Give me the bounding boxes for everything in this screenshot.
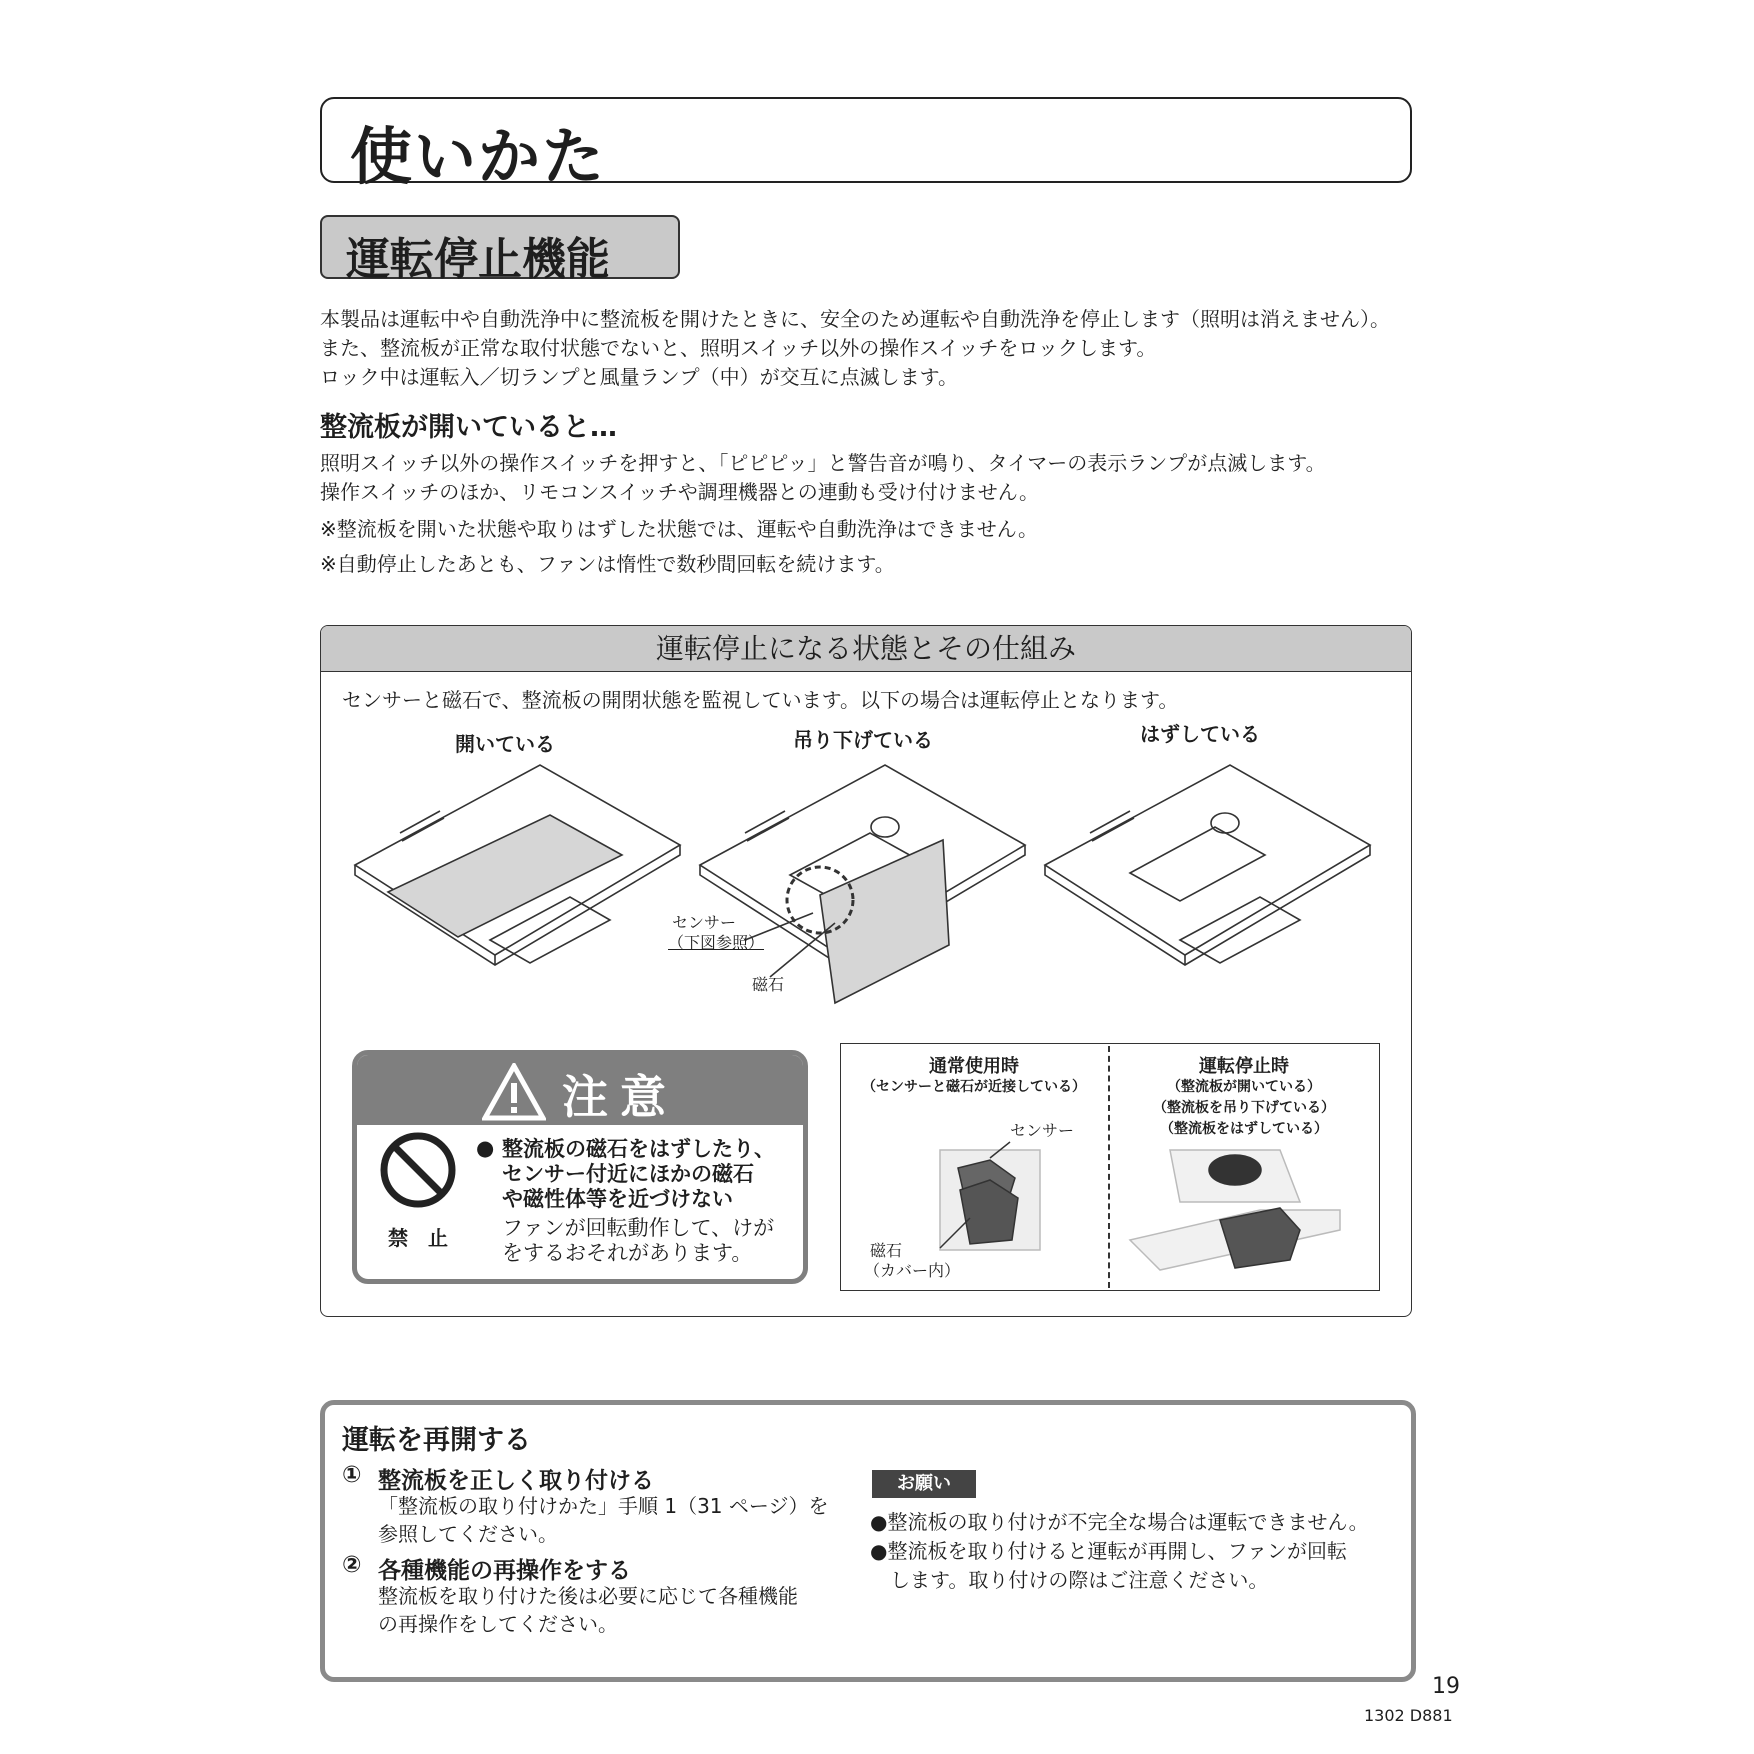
compare-sensor-label: センサー bbox=[1010, 1121, 1075, 1140]
stop-subtitle: （整流板をはずしている） bbox=[1160, 1121, 1328, 1137]
hood-open-illustration bbox=[355, 765, 680, 965]
page-title: 使いかた bbox=[350, 120, 607, 193]
open-line: 照明スイッチ以外の操作スイッチを押すと、「ピピピッ」と警告音が鳴り、タイマーの表示ランプが点滅します。 bbox=[320, 451, 1326, 475]
request-line: します。取り付けの際はご注意ください。 bbox=[870, 1568, 1269, 1592]
request-badge: お願い bbox=[872, 1470, 976, 1498]
compare-magnet-label: 磁石 bbox=[870, 1241, 903, 1260]
note-line: ※自動停止したあとも、ファンは惰性で数秒間回転を続けます。 bbox=[320, 552, 895, 576]
state-removed-label: はずしている bbox=[1140, 722, 1260, 746]
section-title: 運転停止機能 bbox=[346, 234, 610, 285]
step-line: 参照してください。 bbox=[378, 1522, 558, 1546]
state-hanging-label: 吊り下げている bbox=[793, 728, 933, 752]
sensor-ref-label: （下図参照） bbox=[668, 933, 765, 952]
caution-line: ファンが回転動作して、けが bbox=[502, 1216, 775, 1240]
step-line: 整流板を取り付けた後は必要に応じて各種機能 bbox=[378, 1584, 798, 1608]
hood-removed-illustration bbox=[1045, 765, 1370, 965]
sensor-detail-illustration bbox=[840, 1140, 1380, 1290]
mechanism-title: 運転停止になる状態とその仕組み bbox=[321, 626, 1411, 672]
stop-title: 運転停止時 bbox=[1199, 1056, 1289, 1077]
document-code: 1302 D881 bbox=[1364, 1706, 1453, 1725]
normal-title: 通常使用時 bbox=[929, 1056, 1019, 1077]
caution-bold-line: 整流板の磁石をはずしたり、 bbox=[502, 1137, 775, 1161]
stop-subtitle: （整流板が開いている） bbox=[1167, 1079, 1321, 1095]
step-title: 各種機能の再操作をする bbox=[378, 1558, 631, 1584]
step-number: ② bbox=[342, 1552, 362, 1578]
caution-bold-line: や磁性体等を近づけない bbox=[502, 1187, 733, 1211]
warning-icon bbox=[482, 1063, 546, 1121]
sensor-label: センサー bbox=[672, 913, 737, 932]
request-line: ●整流板の取り付けが不完全な場合は運転できません。 bbox=[870, 1510, 1369, 1534]
step-number: ① bbox=[342, 1462, 362, 1488]
prohibited-icon bbox=[378, 1130, 458, 1210]
page-number: 19 bbox=[1432, 1674, 1460, 1699]
caution-line: をするおそれがあります。 bbox=[502, 1241, 753, 1265]
mechanism-description: センサーと磁石で、整流板の開閉状態を監視しています。以下の場合は運転停止となります。 bbox=[342, 688, 1179, 712]
state-open-label: 開いている bbox=[455, 732, 555, 756]
compare-magnet-sub: （カバー内） bbox=[864, 1261, 961, 1280]
step-line: 「整流板の取り付けかた」手順 1（31 ページ）を bbox=[378, 1494, 829, 1518]
stop-subtitle: （整流板を吊り下げている） bbox=[1153, 1100, 1335, 1116]
step-line: の再操作をしてください。 bbox=[378, 1612, 618, 1636]
caution-title: 注意 bbox=[562, 1070, 678, 1124]
hood-illustrations bbox=[340, 755, 1400, 1015]
section-title-box bbox=[320, 215, 680, 285]
intro-line: ロック中は運転入／切ランプと風量ランプ（中）が交互に点滅します。 bbox=[320, 365, 958, 389]
intro-line: また、整流板が正常な取付状態でないと、照明スイッチ以外の操作スイッチをロックします。 bbox=[320, 336, 1157, 360]
prohibit-label: 禁 止 bbox=[388, 1226, 448, 1250]
page-title-box bbox=[320, 97, 1412, 193]
request-line: ●整流板を取り付けると運転が再開し、ファンが回転 bbox=[870, 1539, 1348, 1563]
normal-subtitle: （センサーと磁石が近接している） bbox=[862, 1079, 1086, 1095]
caution-bold-line: センサー付近にほかの磁石 bbox=[502, 1162, 754, 1186]
magnet-label: 磁石 bbox=[752, 975, 785, 994]
note-line: ※整流板を開いた状態や取りはずした状態では、運転や自動洗浄はできません。 bbox=[320, 517, 1038, 541]
hood-hanging-illustration bbox=[700, 765, 1025, 1003]
caution-header bbox=[357, 1055, 803, 1125]
intro-line: 本製品は運転中や自動洗浄中に整流板を開けたときに、安全のため運転や自動洗浄を停止します（照明は消えません）。 bbox=[320, 307, 1390, 331]
bullet-icon: ● bbox=[476, 1136, 495, 1160]
step-title: 整流板を正しく取り付ける bbox=[378, 1468, 654, 1494]
resume-title: 運転を再開する bbox=[342, 1425, 531, 1456]
open-line: 操作スイッチのほか、リモコンスイッチや調理機器との連動も受け付けません。 bbox=[320, 480, 1039, 504]
open-heading: 整流板が開いていると… bbox=[320, 412, 617, 443]
